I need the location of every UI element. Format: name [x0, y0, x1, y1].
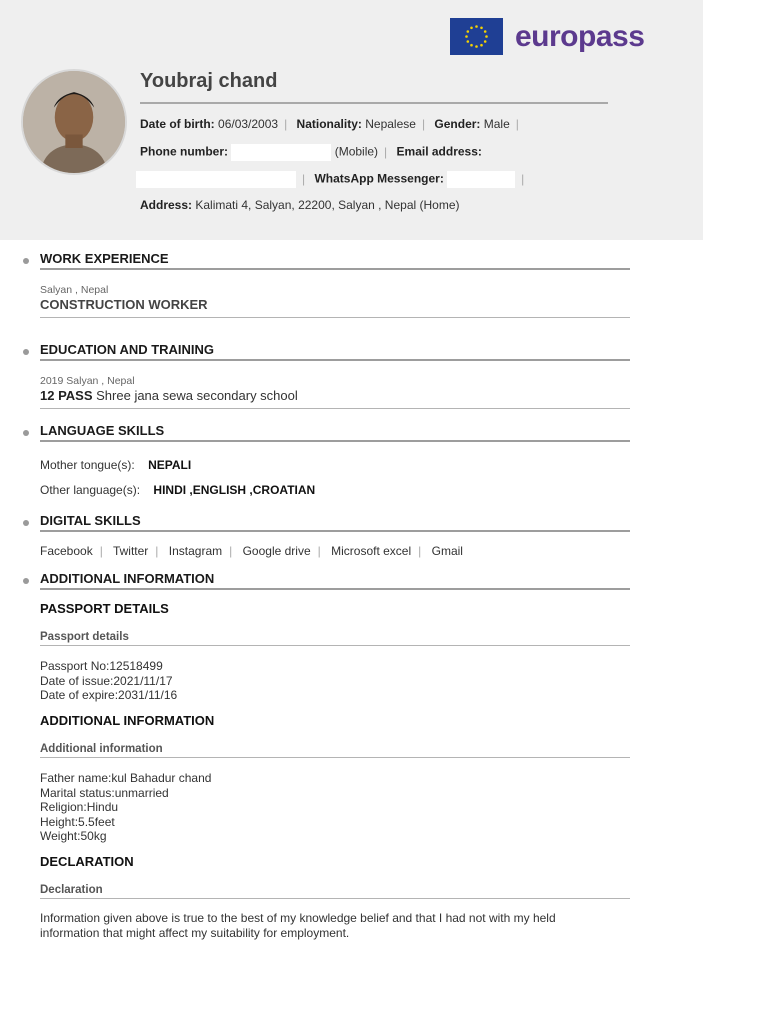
phone-type: (Mobile): [334, 144, 379, 159]
digital-skills-title: DIGITAL SKILLS: [40, 513, 141, 528]
other-languages-value: HINDI ,ENGLISH ,CROATIAN: [153, 483, 316, 497]
separator: |: [155, 544, 159, 558]
weight: Weight:50kg: [40, 829, 107, 843]
passport-number: Passport No:12518499: [40, 659, 163, 673]
entry-divider: [40, 898, 630, 899]
europass-logo: [450, 18, 644, 55]
separator: |: [317, 544, 321, 558]
skill-item: Facebook: [40, 544, 93, 558]
separator: |: [302, 171, 306, 186]
passport-expiry-date: Date of expire:2031/11/16: [40, 688, 178, 702]
address-line: [140, 198, 460, 212]
separator: |: [99, 544, 103, 558]
address-label: Address:: [140, 198, 193, 212]
separator: |: [229, 544, 233, 558]
declaration-line: information that might affect my suitability for employment.: [40, 925, 350, 940]
gender-label: Gender:: [434, 117, 481, 131]
work-location: Salyan , Nepal: [40, 284, 109, 296]
height: Height:5.5feet: [40, 814, 115, 829]
section-bullet: [23, 578, 29, 584]
personal-info-line-1: [140, 117, 525, 131]
dob-label: Date of birth:: [140, 117, 215, 131]
skill-item: Twitter: [112, 544, 149, 558]
passport-issue-date: Date of issue:2021/11/17: [40, 673, 173, 688]
section-bullet: [23, 520, 29, 526]
personal-info-line-3: [136, 171, 530, 188]
section-bullet: [23, 258, 29, 264]
additional-info-title: ADDITIONAL INFORMATION: [40, 713, 215, 728]
separator: |: [521, 171, 525, 186]
mother-tongue-label: Mother tongue(s):: [40, 458, 135, 472]
mother-tongue-value: NEPALI: [148, 458, 192, 472]
additional-info-subtitle: Additional information: [40, 743, 163, 755]
nationality-label: Nationality:: [296, 117, 362, 131]
other-languages-row: [40, 483, 315, 497]
additional-info-text: [40, 771, 211, 844]
section-divider: [40, 268, 630, 270]
whatsapp-redacted: [447, 171, 515, 188]
section-divider: [40, 359, 630, 361]
email-redacted: [136, 171, 296, 188]
mother-tongue-row: [40, 458, 191, 472]
phone-label: Phone number:: [140, 144, 229, 159]
section-divider: [40, 530, 630, 532]
work-experience-title: WORK EXPERIENCE: [40, 251, 169, 266]
separator: |: [421, 117, 426, 131]
email-label: Email address:: [396, 144, 482, 159]
entry-divider: [40, 317, 630, 318]
address-value: Kalimati 4, Salyan, 22200, Salyan , Nepal (Home): [195, 198, 460, 212]
entry-divider: [40, 645, 630, 646]
declaration-text: [40, 911, 556, 940]
work-role: CONSTRUCTION WORKER: [40, 297, 208, 312]
skill-item: Instagram: [168, 544, 223, 558]
passport-details-subtitle: Passport details: [40, 631, 129, 643]
separator: |: [515, 117, 519, 131]
education-degree: 12 PASS: [40, 388, 93, 403]
section-divider: [40, 588, 630, 590]
separator: |: [284, 117, 288, 131]
passport-details-title: PASSPORT DETAILS: [40, 601, 169, 616]
eu-flag-icon: [450, 18, 503, 55]
entry-divider: [40, 757, 630, 758]
separator: |: [418, 544, 422, 558]
marital-status: Marital status:unmarried: [40, 785, 169, 800]
education-meta: 2019 Salyan , Nepal: [40, 375, 135, 387]
separator: |: [384, 144, 388, 159]
section-bullet: [23, 430, 29, 436]
phone-redacted: [231, 144, 331, 161]
brand-name: europass: [515, 20, 645, 53]
education-entry: [40, 388, 298, 403]
name-divider: [140, 102, 608, 104]
section-divider: [40, 440, 630, 442]
dob-value: 06/03/2003: [218, 117, 279, 131]
gender-value: Male: [483, 117, 510, 131]
religion: Religion:Hindu: [40, 800, 119, 814]
language-skills-title: LANGUAGE SKILLS: [40, 423, 165, 438]
additional-information-title: ADDITIONAL INFORMATION: [40, 571, 215, 586]
nationality-value: Nepalese: [365, 117, 416, 131]
father-name: Father name:kul Bahadur chand: [40, 771, 212, 785]
declaration-line: Information given above is true to the best of my knowledge belief and that I had not with my held: [40, 911, 556, 925]
education-school: Shree jana sewa secondary school: [96, 388, 298, 403]
skill-item: Microsoft excel: [331, 544, 412, 558]
education-title: EDUCATION AND TRAINING: [40, 342, 215, 357]
person-name: Youbraj chand: [140, 70, 278, 92]
skill-item: Gmail: [431, 544, 463, 558]
skill-item: Google drive: [242, 544, 311, 558]
header-panel: [0, 0, 703, 240]
entry-divider: [40, 408, 630, 409]
personal-info-line-2: [140, 144, 482, 161]
declaration-subtitle: Declaration: [40, 884, 103, 896]
passport-details-text: [40, 659, 177, 703]
declaration-title: DECLARATION: [40, 854, 134, 869]
section-bullet: [23, 349, 29, 355]
whatsapp-label: WhatsApp Messenger:: [314, 171, 444, 186]
other-languages-label: Other language(s):: [40, 483, 141, 497]
avatar: [21, 69, 127, 175]
digital-skills-list: [40, 544, 463, 558]
